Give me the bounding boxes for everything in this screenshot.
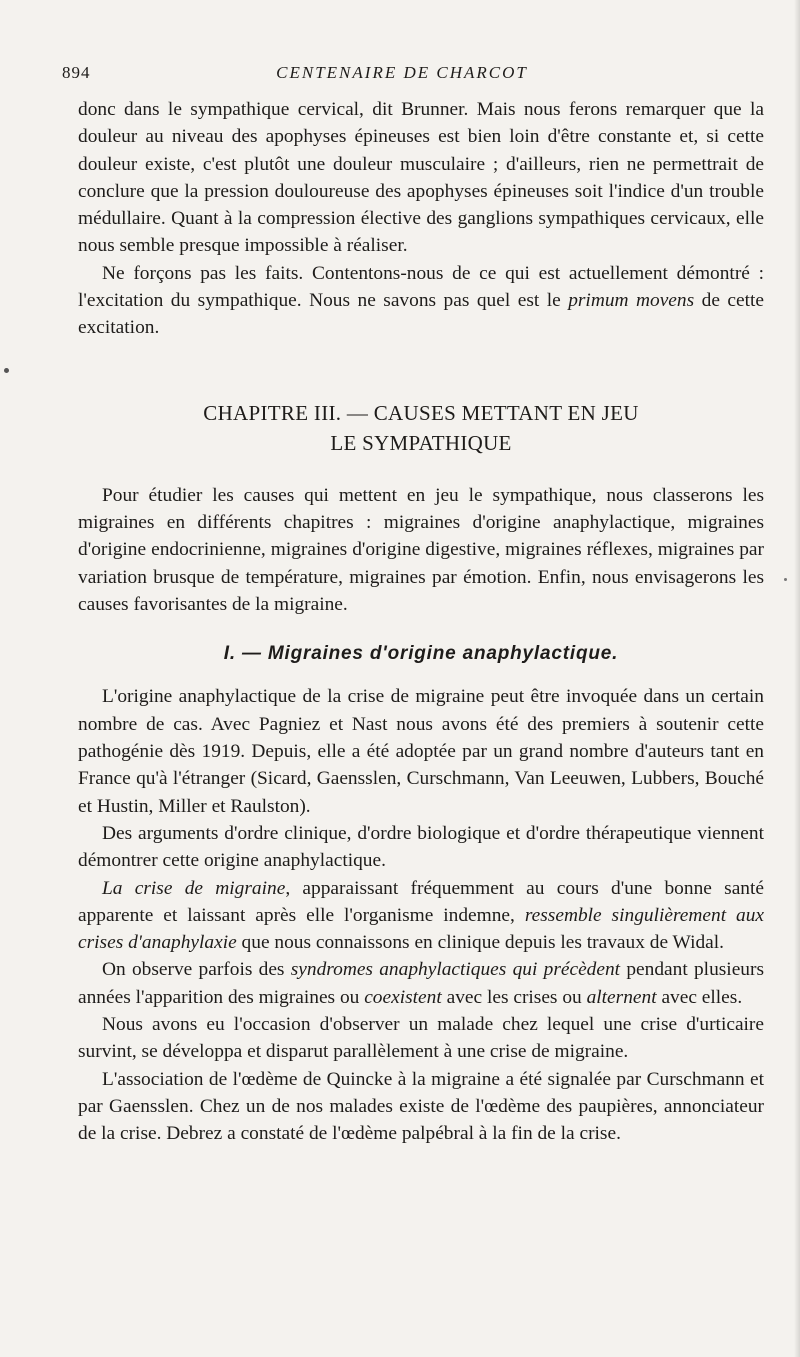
paragraph: Pour étudier les causes qui mettent en jeu le sympathique, nous classerons les migraines en différents chapitres : migraines d'origine anaphylactique, migraines d'origine endocrinienne, migraines d'origine digestive, migraines réflexes, migraines par variation brusque de température, migraines par émotion. Enfin, nous envisagerons les causes favorisantes de la migraine. xyxy=(78,484,764,615)
italic-term: primum movens xyxy=(568,290,695,312)
chapter-title-line: CHAPITRE III. — CAUSES METTANT EN JEU xyxy=(203,400,639,425)
section-heading: I. — Migraines d'origine anaphylactique. xyxy=(223,643,619,665)
paragraph: donc dans le sympathique cervical, dit Brunner. Mais nous ferons remarquer que la douleur au niveau des apophyses épineuses est bien loin d'être constante et, si cette douleur existe, c'est plutôt une douleur musculaire ; d'ailleurs, rien ne permettrait de conclure que la pression douloureuse des apophyses épineuses soit l'indice d'un trouble médullaire. Quant à la compression élective des ganglions sympathiques cervicaux, elle nous semble presque impossible à réaliser. xyxy=(78,99,764,257)
paragraph: Ne forçons pas les faits. Contentons-nous de ce qui est actuellement démontré : l'excitation du sympathique. Nous ne savons pas quel est le primum movens de cette excitation. xyxy=(78,262,764,339)
paragraph: L'origine anaphylactique de la crise de migraine peut être invoquée dans un certain nombre de cas. Avec Pagniez et Nast nous avons été des premiers à soutenir cette pathogénie dès 1919. Depuis, elle a été adoptée par un grand nombre d'auteurs tant en France qu'à l'étranger (Sicard, Gaensslen, Curschmann, Van Leeuwen, Lubbers, Bouché et Hustin, Miller et Raulston). xyxy=(78,686,764,817)
chapter-title-line: LE SYMPATHIQUE xyxy=(330,430,512,455)
italic-term: coexistent xyxy=(364,986,442,1008)
paragraph: Nous avons eu l'occasion d'observer un malade chez lequel une crise d'urticaire survint, se développa et disparut parallèlement à une crise de migraine. xyxy=(78,1014,764,1063)
paragraph: L'association de l'œdème de Quincke à la migraine a été signalée par Curschmann et par Gaensslen. Chez un de nos malades existe de l'œdème des paupières, annonciateur de la crise. Debrez a constaté de l'œdème palpébral à la fin de la crise. xyxy=(78,1068,764,1145)
italic-term: ressemble singulièrement aux crises d'anaphylaxie xyxy=(78,904,765,954)
italic-term: syndromes anaphylactiques qui précèdent xyxy=(290,959,621,981)
body-text xyxy=(78,96,764,1148)
paragraph: On observe parfois des syndromes anaphylactiques qui précèdent pendant plusieurs années l'apparition des migraines ou coexistent avec les crises ou alternent avec elles. xyxy=(78,959,765,1008)
italic-term: alternent xyxy=(586,986,657,1008)
page-header xyxy=(62,63,762,87)
page-number: 894 xyxy=(62,63,91,82)
page-edge-shadow xyxy=(794,0,800,1357)
paragraph: Des arguments d'ordre clinique, d'ordre biologique et d'ordre thérapeutique viennent démontrer cette origine anaphylactique. xyxy=(78,822,764,872)
page-speck xyxy=(4,368,9,373)
running-title: CENTENAIRE DE CHARCOT xyxy=(276,63,528,82)
italic-term: La crise de migraine xyxy=(102,877,286,899)
chapter-heading xyxy=(78,398,764,458)
paragraph: La crise de migraine, apparaissant fréquemment au cours d'une bonne santé apparente et laissant après elle l'organisme indemne, ressemble singulièrement aux crises d'anaphylaxie que nous connaissons en clinique depuis les travaux de Widal. xyxy=(78,877,765,954)
page-speck xyxy=(784,578,787,581)
